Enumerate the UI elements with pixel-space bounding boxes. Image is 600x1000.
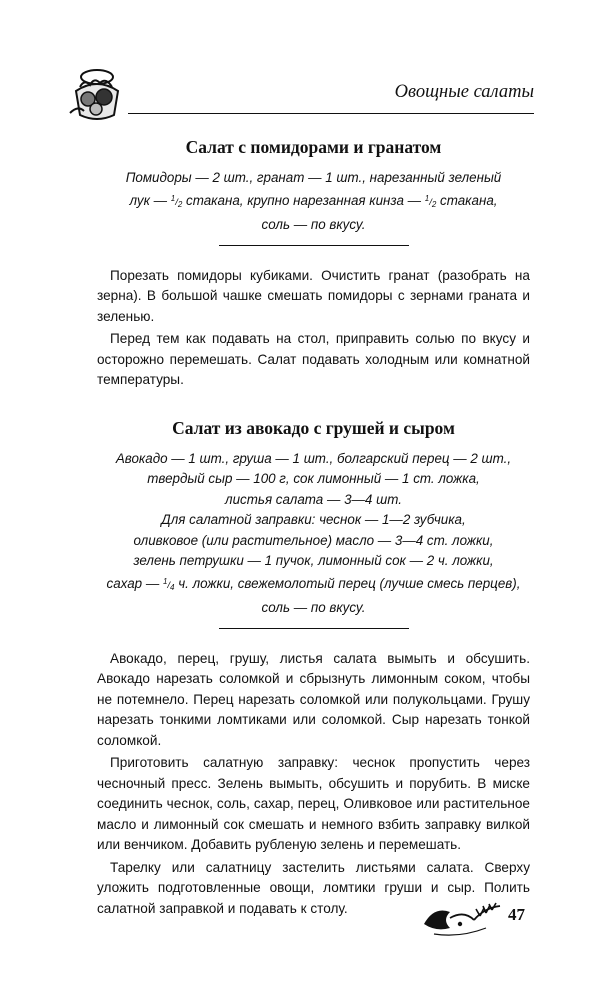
ingredients-list <box>97 168 530 236</box>
section-title: Овощные салаты <box>394 82 534 102</box>
ingredient-line: соль — по вкусу. <box>261 217 366 232</box>
page-number: 47 <box>508 905 525 924</box>
ingredient-line: твердый сыр — 100 г, сок лимонный — 1 ст. ложка, <box>147 471 480 486</box>
divider <box>219 245 409 246</box>
ingredient-line: сахар — $^1/_4$ ч. ложки, свежемолотый перец (лучше смесь перцев), <box>106 575 521 592</box>
instruction-paragraph: Авокадо, перец, грушу, листья салата вымыть и обсушить. Авокадо нарезать соломкой и сбрызнуть лимонным соком, чтобы не потемнело. Перец нарезать соломкой или полукольцами. Грушу нарезать тонкими ломтиками или соломкой. Сыр нарезать тонкой соломкой. <box>97 650 530 748</box>
fraction: $^1/_4$ <box>162 576 175 592</box>
fraction: $^1/_2$ <box>424 193 437 209</box>
ingredients-list <box>97 449 530 619</box>
ingredient-line: зелень петрушки — 1 пучок, лимонный сок — 2 ч. ложки, <box>133 553 494 568</box>
recipe-title: Салат с помидорами и гранатом <box>185 137 442 157</box>
page-footer <box>0 886 600 946</box>
recipe-avocado-pear-cheese <box>97 417 530 920</box>
instruction-paragraph: Перед тем как подавать на стол, приправить солью по вкусу и осторожно перемешать. Салат подавать холодным или комнатной температуры. <box>97 331 530 387</box>
ingredient-line: Помидоры — 2 шт., гранат — 1 шт., нарезанный зеленый <box>125 170 502 185</box>
instruction-paragraph: Порезать помидоры кубиками. Очистить гранат (разобрать на зерна). В большой чашке смешать помидоры с зернами граната и зеленью. <box>97 267 530 324</box>
instruction-paragraph: Тарелку или салатницу застелить листьями салата. Сверху уложить подготовленные овощи, ломтики груши и сыр. Полить салатной заправкой и подавать к столу. <box>97 859 530 916</box>
ingredient-line: соль — по вкусу. <box>261 600 366 615</box>
vegetable-basket-icon <box>66 63 128 125</box>
page-content <box>97 136 530 919</box>
header-divider <box>128 113 534 114</box>
ingredient-line: листья салата — 3—4 шт. <box>225 491 402 507</box>
fraction: $^1/_2$ <box>170 193 183 209</box>
recipe-tomato-pomegranate <box>97 136 530 391</box>
ingredient-line: Авокадо — 1 шт., груша — 1 шт., болгарский перец — 2 шт., <box>115 450 512 466</box>
ingredient-line: оливковое (или растительное) масло — 3—4 ст. ложки, <box>133 532 494 548</box>
floral-ornament-icon <box>420 898 508 938</box>
recipe-title: Салат из авокадо с грушей и сыром <box>172 417 455 438</box>
page-header <box>0 55 600 125</box>
ingredient-line: Для салатной заправки: чеснок — 1—2 зубчика, <box>161 512 466 527</box>
divider <box>219 628 409 629</box>
instruction-paragraph: Приготовить салатную заправку: чеснок пропустить через чесночный пресс. Зелень вымыть, обсушить и порубить. В миске соединить чеснок, соль, сахар, перец, Оливковое или растительное масло и лимонный сок смешать и немного взбить заправку вилкой или венчиком. Добавить рубленую зелень и перемешать. <box>97 755 530 852</box>
ingredient-line: лук — $^1/_2$ стакана, крупно нарезанная кинза — $^1/_2$ стакана, <box>129 192 498 209</box>
